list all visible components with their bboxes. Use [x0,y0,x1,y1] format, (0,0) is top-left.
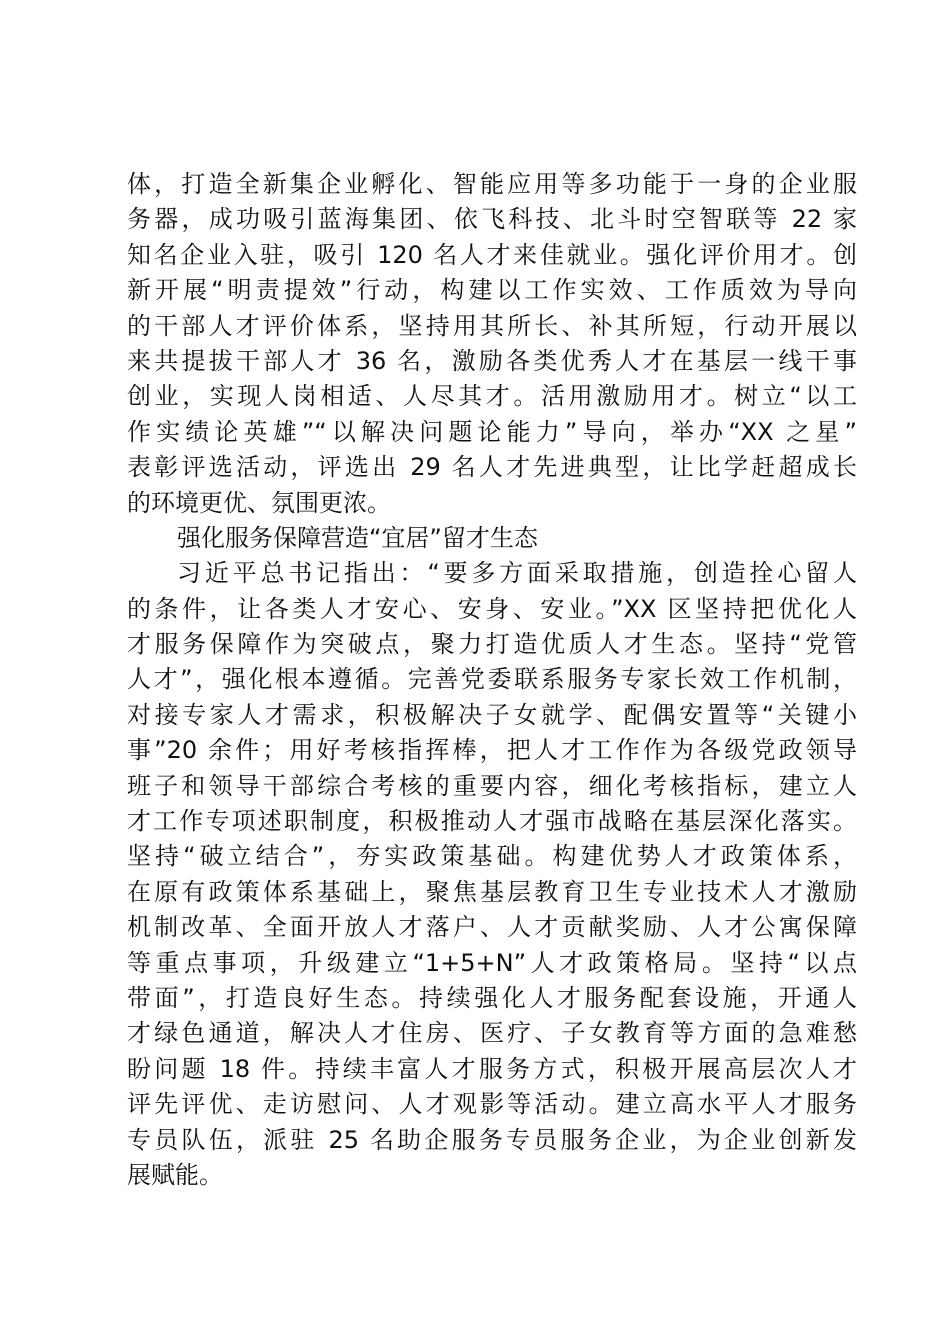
paragraph-line: 的环境更优、氛围更浓。 [127,488,391,517]
paragraph-line: 的条件，让各类人才安心、安身、安业。”XX 区坚持把优化人 [127,594,857,623]
paragraph-line: 作实绩论英雄”“以解决问题论能力”导向，举办“XX 之星” [127,417,857,446]
paragraph-line: 新开展“明责提效”行动，构建以工作实效、工作质效为导向 [127,276,857,305]
paragraph-line: 坚持“破立结合”，夯实政策基础。构建优势人才政策体系， [127,842,857,871]
section-heading: 强化服务保障营造“宜居”留才生态 [177,523,538,552]
paragraph-line: 的干部人才评价体系，坚持用其所长、补其所短，行动开展以 [127,311,857,340]
paragraph-line: 专员队伍，派驻 25 名助企服务专员服务企业，为企业创新发 [127,1125,857,1154]
paragraph-line: 事”20 余件；用好考核指挥棒，把人才工作作为各级党政领导 [127,736,857,765]
paragraph-line: 机制改革、全面开放人才落户、人才贡献奖励、人才公寓保障 [127,913,857,942]
paragraph-line: 知名企业入驻，吸引 120 名人才来佳就业。强化评价用才。创 [127,240,857,269]
paragraph-line: 班子和领导干部综合考核的重要内容，细化考核指标，建立人 [127,771,857,800]
paragraph-line: 来共提拔干部人才 36 名，激励各类优秀人才在基层一线干事 [127,346,857,375]
paragraph-line: 在原有政策体系基础上，聚焦基层教育卫生专业技术人才激励 [127,877,857,906]
paragraph-line: 才绿色通道，解决人才住房、医疗、子女教育等方面的急难愁 [127,1019,857,1048]
paragraph-line: 对接专家人才需求，积极解决子女就学、配偶安置等“关键小 [127,700,857,729]
paragraph-line: 人才”，强化根本遵循。完善党委联系服务专家长效工作机制， [127,665,857,694]
paragraph-line: 习近平总书记指出：“要多方面采取措施，创造拴心留人 [177,559,857,588]
paragraph-line: 务器，成功吸引蓝海集团、依飞科技、北斗时空智联等 22 家 [127,205,857,234]
paragraph-line: 等重点事项，升级建立“1+5+N”人才政策格局。坚持“以点 [127,948,857,977]
paragraph-line: 表彰评选活动，评选出 29 名人才先进典型，让比学赶超成长 [127,453,857,482]
paragraph-line: 展赋能。 [127,1160,223,1189]
document-body [127,167,857,1193]
paragraph-line: 才工作专项述职制度，积极推动人才强市战略在基层深化落实。 [127,807,857,836]
paragraph-line: 体，打造全新集企业孵化、智能应用等多功能于一身的企业服 [127,170,857,198]
paragraph-line: 才服务保障作为突破点，聚力打造优质人才生态。坚持“党管 [127,630,857,659]
paragraph-line: 带面”，打造良好生态。持续强化人才服务配套设施，开通人 [127,983,857,1012]
paragraph-line: 评先评优、走访慰问、人才观影等活动。建立高水平人才服务 [127,1090,857,1119]
paragraph-line: 盼问题 18 件。持续丰富人才服务方式，积极开展高层次人才 [127,1054,857,1083]
paragraph-line: 创业，实现人岗相适、人尽其才。活用激励用才。树立“以工 [127,382,857,411]
